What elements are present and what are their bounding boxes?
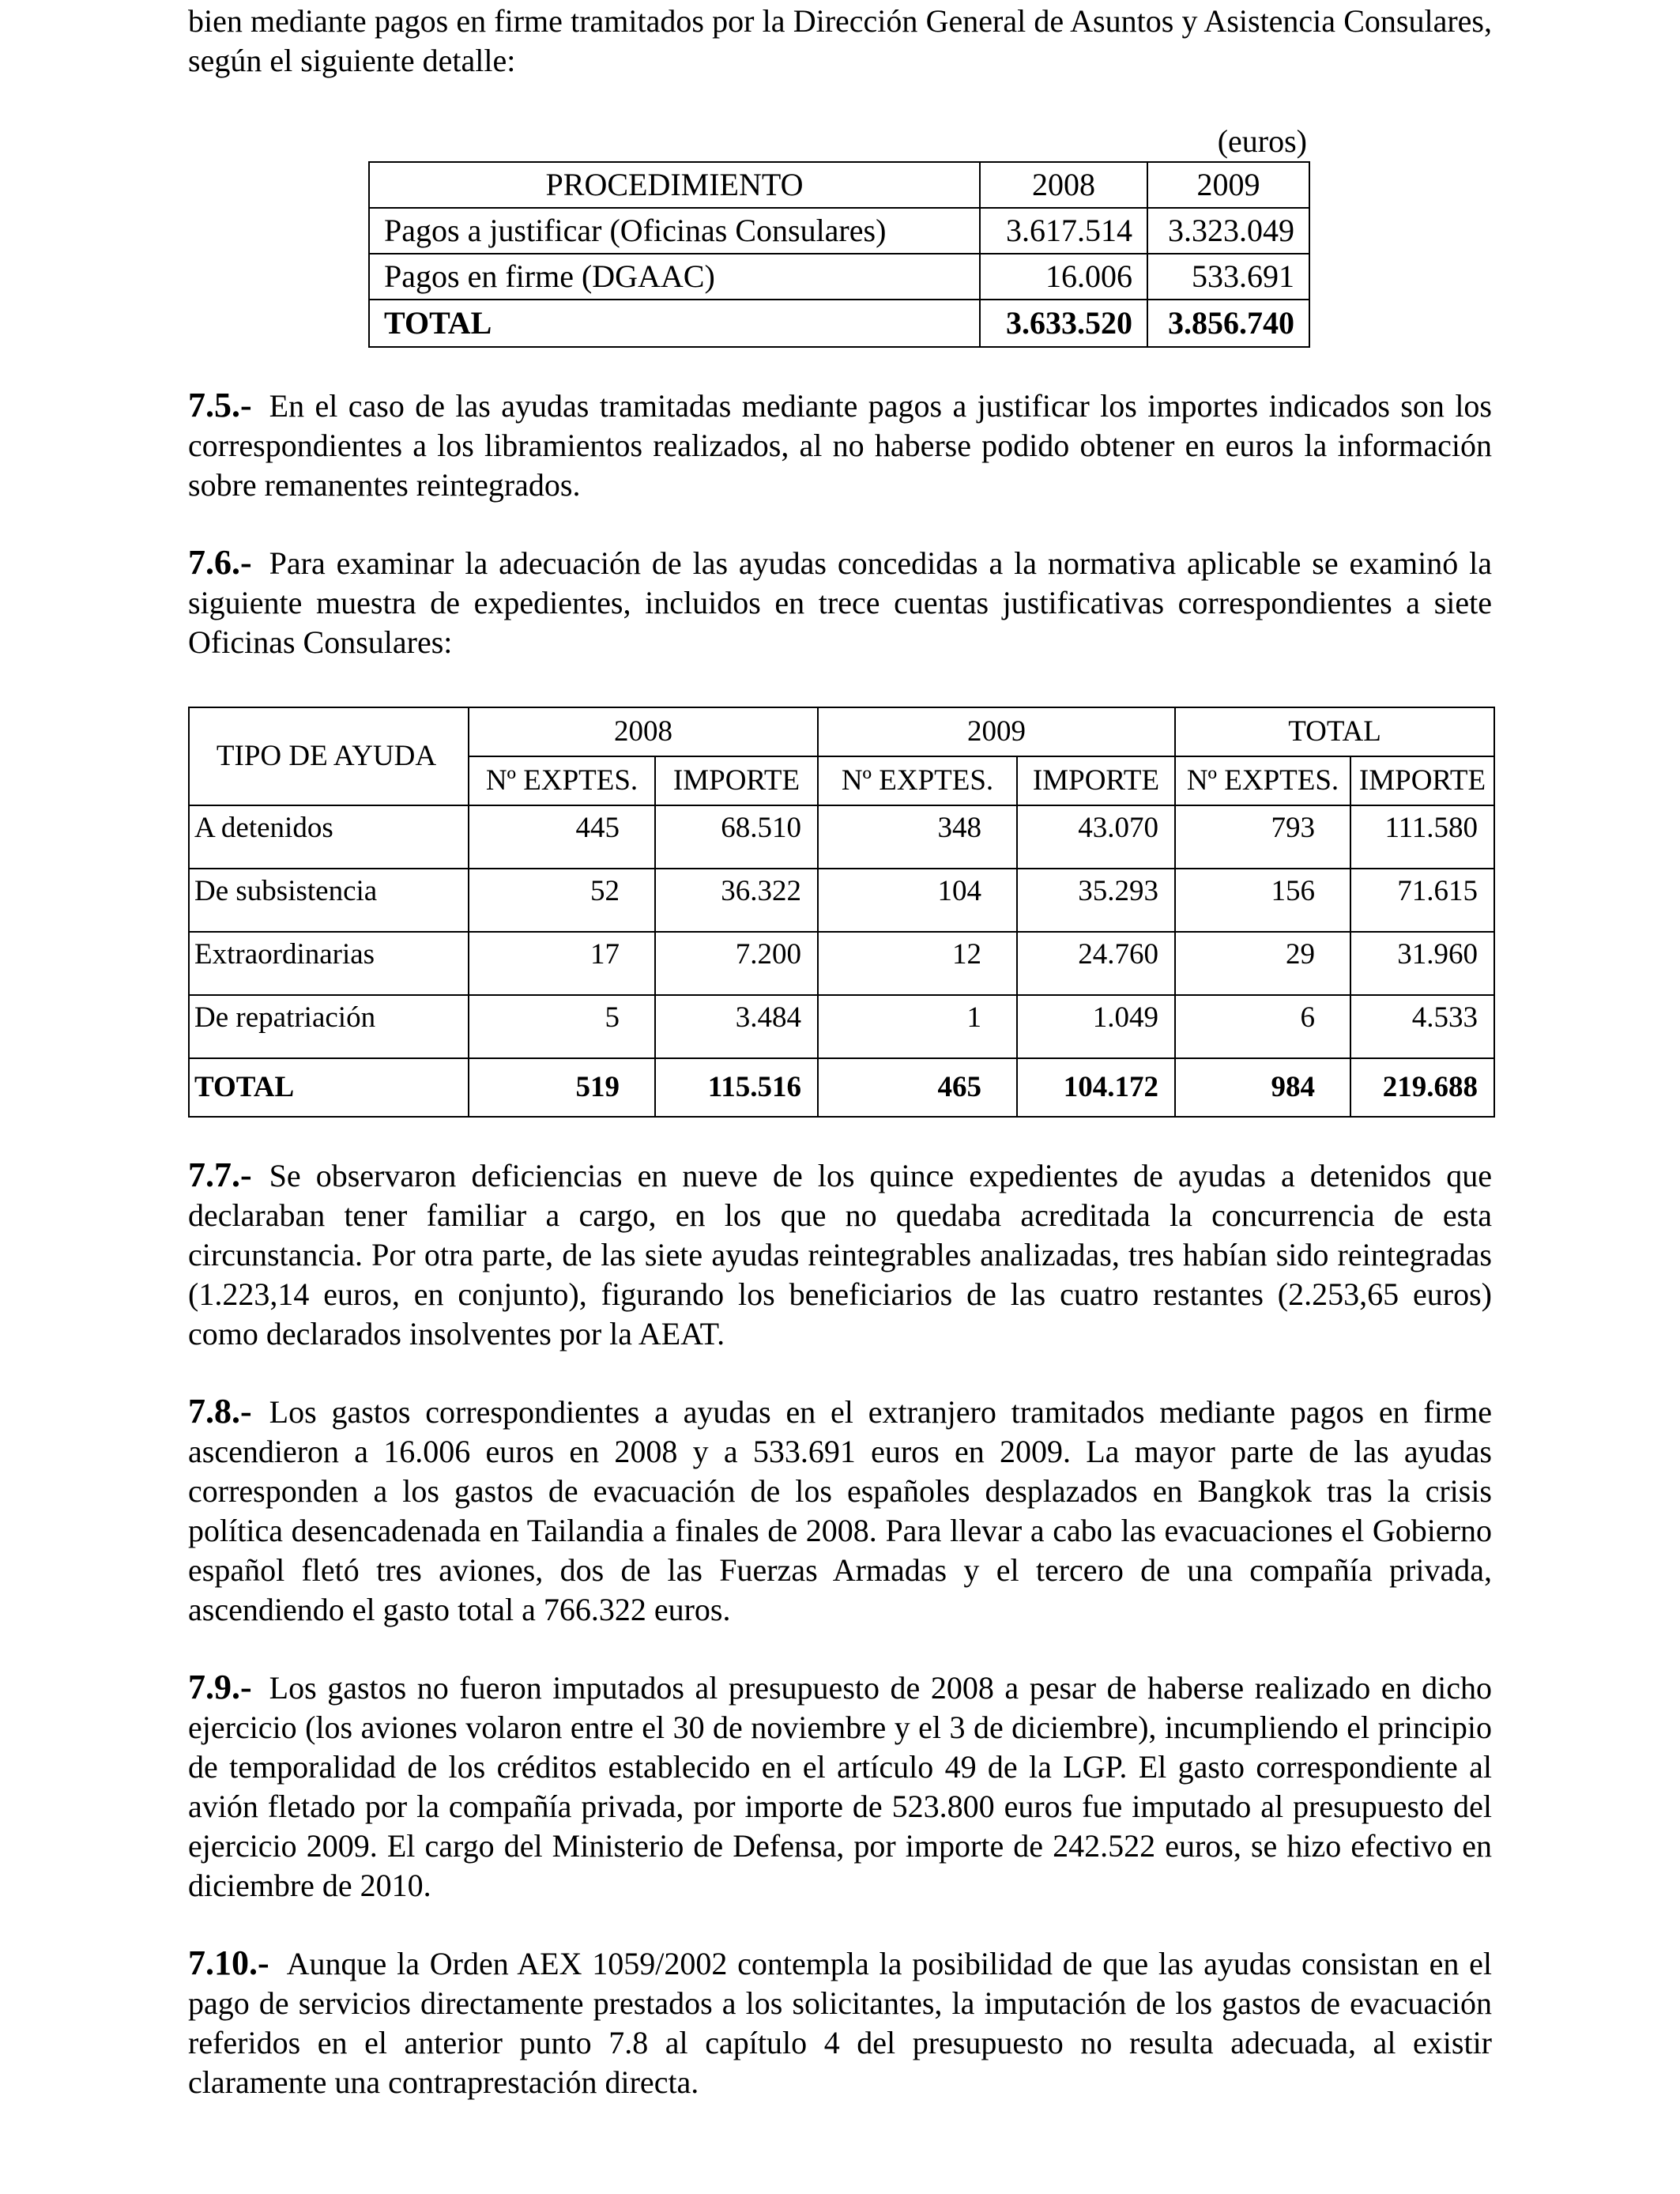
header-tipo-ayuda: TIPO DE AYUDA [189, 707, 469, 805]
paragraph-7-8 [188, 1392, 1492, 1630]
paragraph-text: Para examinar la adecuación de las ayudas concedidas a la normativa aplicable se examinó la siguiente muestra de expedientes, incluidos en trece cuentas justificativas correspondientes a siete Oficinas Consulares: [188, 545, 1492, 660]
paragraph-7-5 [188, 386, 1492, 505]
row-label: A detenidos [189, 805, 469, 869]
total-value: 3.856.740 [1147, 300, 1309, 347]
header-importe: IMPORTE [655, 756, 818, 805]
cell-amount: 31.960 [1350, 932, 1494, 995]
paragraph-text: Los gastos correspondientes a ayudas en el extranjero tramitados mediante pagos en firme ascendieron a 16.006 euros en 2008 y a 533.691 euros en 2009. La mayor parte de las ayudas corresponden a los gastos de evacuación de los españoles desplazados en Bangkok tras la crisis política desencadenada en Tailandia a finales de 2008. Para llevar a cabo las evacuaciones el Gobierno español fletó tres aviones, dos de las Fuerzas Armadas y el tercero de una compañía privada, ascendiendo el gasto total a 766.322 euros. [188, 1394, 1492, 1627]
total-row [189, 1058, 1494, 1117]
paragraph-text: Aunque la Orden AEX 1059/2002 contempla la posibilidad de que las ayudas consistan en el pago de servicios directamente prestados a los solicitantes, la imputación de los gastos de evacuación referidos en el anterior punto 7.8 al capítulo 4 del presupuesto no resulta adecuada, al existir claramente una contraprestación directa. [188, 1946, 1492, 2100]
group-header-row [189, 707, 1494, 756]
cell-value: 16.006 [980, 254, 1147, 300]
cell-count: 52 [469, 869, 655, 932]
total-label: TOTAL [189, 1058, 469, 1117]
cell-amount: 24.760 [1017, 932, 1175, 995]
header-procedimiento: PROCEDIMIENTO [369, 162, 980, 208]
total-count: 465 [818, 1058, 1017, 1117]
paragraph-7-10 [188, 1943, 1492, 2102]
cell-amount: 4.533 [1350, 995, 1494, 1058]
paragraph-7-7 [188, 1155, 1492, 1354]
row-label: Pagos a justificar (Oficinas Consulares) [369, 208, 980, 254]
cell-amount: 111.580 [1350, 805, 1494, 869]
paragraph-text: En el caso de las ayudas tramitadas mediante pagos a justificar los importes indicados son los correspondientes a los libramientos realizados, al no haberse podido obtener en euros la información sobre remanentes reintegrados. [188, 388, 1492, 503]
section-number: 7.6.- [188, 543, 252, 582]
cell-count: 445 [469, 805, 655, 869]
header-importe: IMPORTE [1017, 756, 1175, 805]
table-row [189, 869, 1494, 932]
header-n-exptes: Nº EXPTES. [818, 756, 1017, 805]
total-count: 519 [469, 1058, 655, 1117]
cell-amount: 43.070 [1017, 805, 1175, 869]
paragraph-text: Los gastos no fueron imputados al presupuesto de 2008 a pesar de haberse realizado en dicho ejercicio (los aviones volaron entre el 30 de noviembre y el 3 de diciembre), incumpliendo el principio de temporalidad de los créditos establecido en el artículo 49 de la LGP. El gasto correspondiente al avión fletado por la compañía privada, por importe de 523.800 euros fue imputado al presupuesto del ejercicio 2009. El cargo del Ministerio de Defensa, por importe de 242.522 euros, se hizo efectivo en diciembre de 2010. [188, 1670, 1492, 1903]
cell-count: 6 [1175, 995, 1350, 1058]
table-row [189, 805, 1494, 869]
cell-amount: 36.322 [655, 869, 818, 932]
cell-count: 156 [1175, 869, 1350, 932]
section-number: 7.10.- [188, 1943, 269, 1982]
section-number: 7.7.- [188, 1155, 252, 1194]
cell-amount: 3.484 [655, 995, 818, 1058]
header-group-2009: 2009 [818, 707, 1175, 756]
paragraph-7-9 [188, 1668, 1492, 1906]
cell-amount: 71.615 [1350, 869, 1494, 932]
total-amount: 219.688 [1350, 1058, 1494, 1117]
cell-count: 12 [818, 932, 1017, 995]
total-value: 3.633.520 [980, 300, 1147, 347]
cell-value: 533.691 [1147, 254, 1309, 300]
total-row [369, 300, 1309, 347]
procedure-table [368, 161, 1310, 348]
table-row [369, 254, 1309, 300]
section-number: 7.5.- [188, 386, 252, 424]
total-amount: 115.516 [655, 1058, 818, 1117]
cell-amount: 68.510 [655, 805, 818, 869]
table-header-row [369, 162, 1309, 208]
cell-count: 793 [1175, 805, 1350, 869]
cell-amount: 7.200 [655, 932, 818, 995]
cell-count: 5 [469, 995, 655, 1058]
cell-amount: 1.049 [1017, 995, 1175, 1058]
row-label: Extraordinarias [189, 932, 469, 995]
total-amount: 104.172 [1017, 1058, 1175, 1117]
paragraph-text: Se observaron deficiencias en nueve de los quince expedientes de ayudas a detenidos que declaraban tener familiar a cargo, en los que no quedaba acreditada la concurrencia de esta circunstancia. Por otra parte, de las siete ayudas reintegrables analizadas, tres habían sido reintegradas (1.223,14 euros, en conjunto), figurando los beneficiarios de las cuatro restantes (2.253,65 euros) como declarados insolventes por la AEAT. [188, 1158, 1492, 1351]
cell-value: 3.323.049 [1147, 208, 1309, 254]
header-n-exptes: Nº EXPTES. [469, 756, 655, 805]
header-importe: IMPORTE [1350, 756, 1494, 805]
table-row [369, 208, 1309, 254]
cell-value: 3.617.514 [980, 208, 1147, 254]
row-label: De subsistencia [189, 869, 469, 932]
section-number: 7.9.- [188, 1668, 252, 1706]
header-2008: 2008 [980, 162, 1147, 208]
document-page [188, 2, 1492, 2102]
aid-sample-table [188, 707, 1495, 1118]
section-number: 7.8.- [188, 1392, 252, 1431]
header-2009: 2009 [1147, 162, 1309, 208]
header-group-2008: 2008 [469, 707, 818, 756]
cell-count: 1 [818, 995, 1017, 1058]
paragraph-7-6 [188, 543, 1492, 662]
table-row [189, 995, 1494, 1058]
header-group-total: TOTAL [1175, 707, 1494, 756]
total-label: TOTAL [369, 300, 980, 347]
row-label: De repatriación [189, 995, 469, 1058]
currency-unit-label: (euros) [1217, 123, 1307, 159]
cell-amount: 35.293 [1017, 869, 1175, 932]
cell-count: 29 [1175, 932, 1350, 995]
table-row [189, 932, 1494, 995]
cell-count: 348 [818, 805, 1017, 869]
intro-paragraph: bien mediante pagos en firme tramitados por la Dirección General de Asuntos y Asistencia Consulares, según el siguiente detalle: [188, 3, 1492, 78]
cell-count: 104 [818, 869, 1017, 932]
header-n-exptes: Nº EXPTES. [1175, 756, 1350, 805]
row-label: Pagos en firme (DGAAC) [369, 254, 980, 300]
cell-count: 17 [469, 932, 655, 995]
total-count: 984 [1175, 1058, 1350, 1117]
